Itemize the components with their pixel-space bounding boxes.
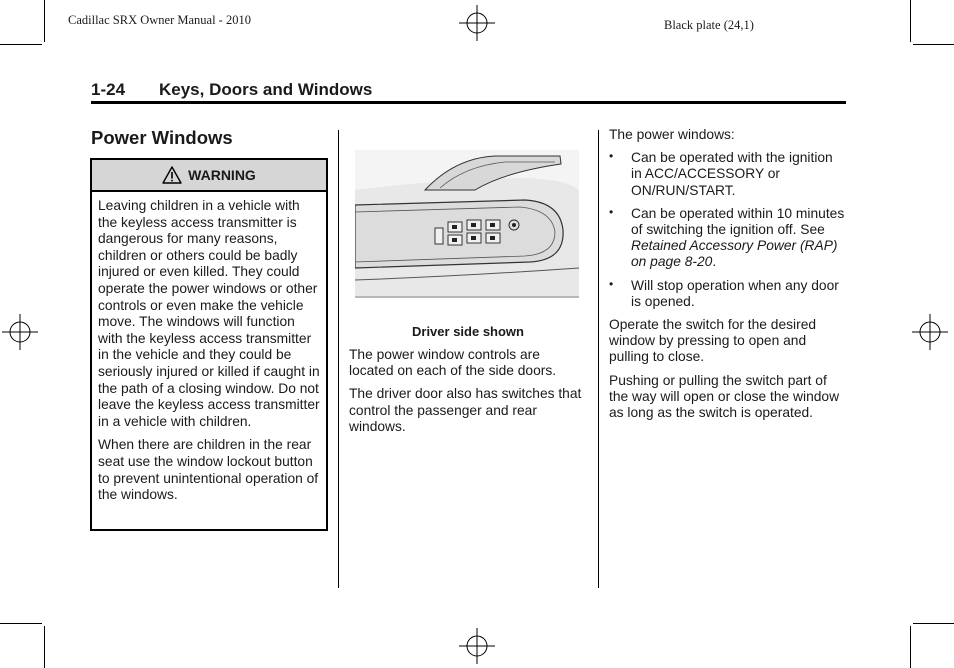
crop-mark xyxy=(0,44,42,45)
registration-mark xyxy=(459,628,495,664)
warning-box xyxy=(90,158,328,531)
crop-mark xyxy=(0,623,42,624)
registration-mark xyxy=(2,314,38,350)
list-item-text: . xyxy=(712,254,717,270)
list-item-text: Will stop operation when any door is opened. xyxy=(631,277,839,309)
section-title: Keys, Doors and Windows xyxy=(159,80,373,99)
crop-mark xyxy=(910,0,911,42)
door-switch-illustration xyxy=(355,150,579,298)
bullet-marker: • xyxy=(609,276,614,291)
list-item xyxy=(609,206,847,271)
cross-reference-link[interactable]: Retained Accessory Power (RAP) on page 8-20 xyxy=(631,238,838,270)
header-plate: Black plate (24,1) xyxy=(664,18,754,32)
column-2-text xyxy=(349,347,587,442)
body-paragraph: Pushing or pulling the switch part of the way will open or close the window as long as the switch is operated. xyxy=(609,372,840,421)
crop-mark xyxy=(913,623,954,624)
body-paragraph: Operate the switch for the desired window by pressing to open and pulling to close. xyxy=(609,317,817,365)
body-paragraph: The driver door also has switches that control the passenger and rear windows. xyxy=(349,386,582,434)
list-item xyxy=(609,278,847,310)
warning-body xyxy=(92,192,326,504)
crop-mark xyxy=(44,626,45,668)
bullet-marker: • xyxy=(609,204,614,219)
page-number: 1-24 xyxy=(91,80,126,99)
list-item-text: Can be operated within 10 minutes of switching the ignition off. See xyxy=(631,205,845,238)
page-title: Power Windows xyxy=(91,127,233,148)
registration-mark xyxy=(912,314,948,350)
warning-paragraph: When there are children in the rear seat use the window lockout button to prevent unintentional operation of the windows. xyxy=(98,437,319,503)
body-paragraph: The power window controls are located on each of the side doors. xyxy=(349,347,557,379)
column-3-text xyxy=(609,127,847,428)
list-item xyxy=(609,150,847,199)
list-item-text: Can be operated with the ignition in ACC/ACCESSORY or ON/RUN/START. xyxy=(631,150,833,198)
warning-triangle-icon xyxy=(162,166,182,184)
bullet-marker: • xyxy=(609,149,614,164)
crop-mark xyxy=(910,626,911,668)
body-paragraph: The power windows: xyxy=(609,127,735,142)
warning-paragraph: Leaving children in a vehicle with the keyless access transmitter is dangerous for many reasons, children or others could be badly injured or even killed. They could operate the power windows or other controls or even make the vehicle move. The windows will function with the keyless access transmitter in the vehicle and they could be seriously injured or killed if caught in the path of a closing window. Do not leave the keyless access transmitter in a vehicle with children. xyxy=(98,198,320,429)
header-manual-title: Cadillac SRX Owner Manual - 2010 xyxy=(68,13,251,27)
figure-caption: Driver side shown xyxy=(412,324,524,339)
bullet-list xyxy=(609,150,847,310)
crop-mark xyxy=(913,44,954,45)
warning-label: WARNING xyxy=(188,167,256,183)
column-divider xyxy=(338,130,339,588)
warning-header xyxy=(92,160,326,192)
section-heading xyxy=(91,80,372,100)
crop-mark xyxy=(44,0,45,42)
header-rule xyxy=(91,101,846,104)
registration-mark xyxy=(459,5,495,41)
column-divider xyxy=(598,130,599,588)
